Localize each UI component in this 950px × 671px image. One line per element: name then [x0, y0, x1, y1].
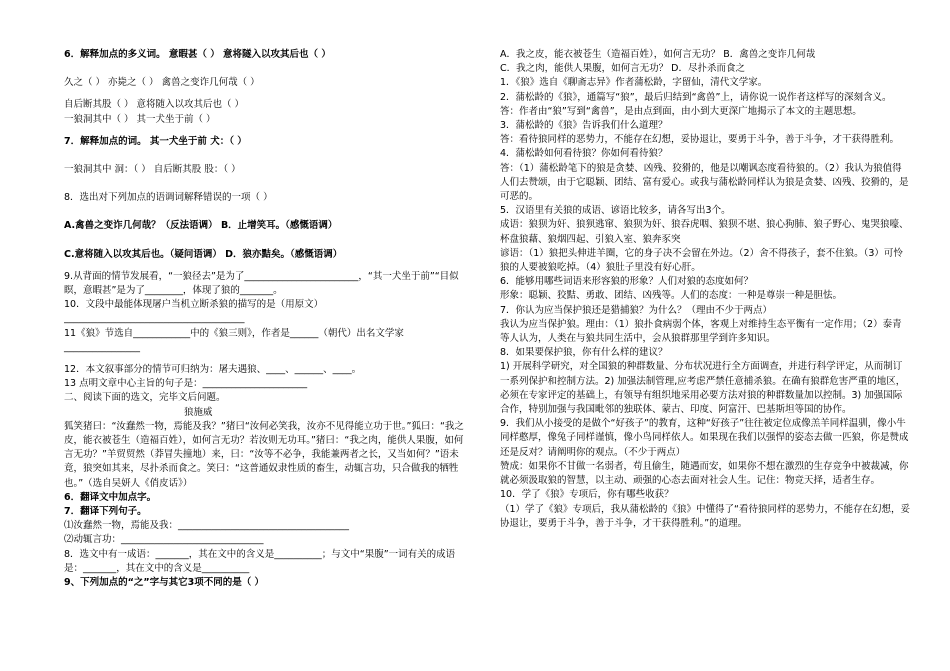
- q6-passage: 6．翻译文中加点字。: [64, 491, 157, 503]
- question-3: 3．蒲松龄的《狼》告诉我们什么道理？: [500, 120, 668, 132]
- answer-5-proverbs: 谚语：（1）狼把头伸进羊圈，它的身子决不会留在外边。（2）舍不得孩子，套不住狼。（3）可怜狼的人要被狼吃掉。（4）狼肚子里没有好心肝。: [500, 247, 903, 274]
- q7-line: 7．解释加点的词。 其一犬坐于前 犬：（ ）: [64, 135, 247, 147]
- question-8: 8．如果要保护狼，你有什么样的建议？: [500, 347, 668, 359]
- q7-passage-2: ⑵动辄言功：______________________________: [64, 534, 264, 546]
- answer-6: 形象：聪颖、狡黠、勇敢、团结、凶残等。人们的态度：一种是尊崇一种是胆怯。: [500, 290, 843, 302]
- q9-line: 9.从背面的情节发展看，“一狼径去”是为了________________________，“其一犬坐于前”“目似瞑，意暇甚”是为了________，体现了狼的_______。: [64, 270, 459, 297]
- q6-line: 6．解释加点的多义词。 意暇甚（ ） 意将隧入以攻其后也（ ）: [64, 49, 331, 60]
- q7-passage-1: ⑴汝蠢然一物，焉能及我：____________________________________: [64, 520, 350, 532]
- answer-8: 1) 开展科学研究，对全国狼的种群数量、分布状况进行全方面调查，并进行科学评定，从而制订一系列保护和控制方法。2) 加强法制管理,应考虑严禁任意捕杀狼。在确有狼群危害严重的地区，必须在专家评定的基础上，有领导有组织地采用必要方法对狼的种群数量加以控制。3) 加强国际合作，特别加强与我国毗邻的独联体、蒙古、印度、阿富汗、巴基斯坦等国的协作。: [500, 361, 906, 416]
- left-column: [64, 48, 468, 590]
- question-9: 9．我们从小接受的是做个“好孩子”的教育，这种“好孩子”往往被定位成像羔羊同样温驯，像小牛同样憨厚，像兔子同样谨慎，像小鸟同样依人。如果现在我们以强悍的姿态去做一匹狼，你是赞成还是反对？请阐明你的观点。（不少于两点）: [500, 418, 909, 458]
- answer-5-idioms: 成语：狼狈为奸、狼狈逃窜、狼狈为奸、狼吞虎咽、狼狈不堪、狼心狗肺、狼子野心、鬼哭狼嚎、杯盘狼藉、狼烟四起、引狼入室、狼奔豕突: [500, 219, 909, 245]
- options-ab: A．我之皮，能衣被苍生（造福百姓），如何言无功？ B．禽兽之变诈几何哉: [500, 49, 816, 60]
- answer-2: 答：作者由“狼”写到“禽兽”，是由点到面，由小到大更深广地揭示了本文的主题思想。: [500, 105, 862, 117]
- answer-3: 答：看待狼同样的恶势力，不能存在幻想，妥协退让，要勇于斗争，善于斗争，才干获得胜利。: [500, 134, 900, 146]
- right-column: [500, 48, 910, 531]
- q8-line: 8．选出对下列加点的语调词解释错误的一项（ ）: [64, 192, 273, 204]
- question-7: 7．你认为应当保护狼还是猎捕狼？为什么？（理由不少于两点）: [500, 304, 773, 316]
- section-2-heading: 二、阅读下面的选文，完毕文后问题。: [64, 392, 226, 404]
- q8-passage: 8．选文中有一成语：_______，其在文中的含义是__________；与文中“果腹”一词有关的成语是：_______，其在文中的含义是__________: [64, 548, 456, 574]
- q6-line-b: 久之（ ） 亦毙之（ ） 禽兽之变诈几何哉（ ）: [64, 77, 260, 89]
- question-10: 10．学了《狼》专项后，你有哪些收获？: [500, 489, 674, 501]
- q10-answer-line: ______________________________________: [64, 313, 245, 325]
- answer-9: 赞成：如果你不甘做一名弱者，苟且偷生，随遇而安，如果你不想在激烈的生存竞争中被裁减，你就必须汲取狼的智慧，以主动、顽强的心态去面对社会人生。记住：物竞天择，适者生存。: [500, 460, 909, 487]
- question-2: 2．蒲松龄的《狼》，通篇写“狼”，最后归结到“禽兽”上，请你说一说作者这样写的深刻含义。: [500, 91, 892, 103]
- q6-line-d: 一狼洞其中（ ） 其一犬坐于前（ ）: [64, 113, 216, 125]
- answer-1: 1．《狼》选自《聊斋志异》作者蒲松龄，字留仙，清代文学家。: [500, 77, 768, 89]
- q7-passage: 7．翻译下列句子。: [64, 506, 147, 518]
- question-4: 4．蒲松龄如何看待狼？你如何看待狼？: [500, 148, 668, 160]
- q8-option-ab: A.禽兽之变诈几何哉？（反法语调） B．止增笑耳。（感慨语调）: [64, 220, 338, 232]
- q6-line-c: 自后断其股（ ） 意将随入以攻其后也（ ）: [64, 99, 245, 111]
- q7-line-b: 一狼洞其中 洞：（ ） 自后断其股 股：（ ）: [64, 164, 241, 176]
- q9-passage: 9、下列加点的“之”字与其它3项不同的是（ ）: [64, 577, 265, 589]
- q8-option-cd: C.意将随入以攻其后也。（疑问语调） D．狼亦黠矣。（感慨语调）: [64, 248, 343, 260]
- question-5: 5．汉语里有关狼的成语、谚语比较多，请各写出3个。: [500, 205, 731, 217]
- answer-4: 答：（1）蒲松龄笔下的狼是贪婪、凶残、狡猾的，他是以嘲讽态度看待狼的。（2）我认为狼值得人们去赞颂，由于它聪颖、团结、富有爱心。或我与蒲松龄同样认为狼是贪婪、凶残、狡猾的，是可恶的。: [500, 162, 909, 203]
- answer-7: 我认为应当保护狼。理由：（1）狼扑食病弱个体，客观上对维持生态平衡有一定作用；（2）泰青等人认为，人类在与狼共同生活中，会从狼群那里学到许多知识。: [500, 318, 902, 345]
- passage-text: 狐笑猪曰：“汝蠢然一物，焉能及我？”猪曰“汝何必笑我，汝亦不见得能立功于世。”狐曰：“我之皮，能衣被苍生（造福百姓），如何言无功？若汝则无功耳。”猪曰：“我之肉，能供人果腹，如何言无功？”羊贸贸然（莽冒失撞地）来，曰：“汝等不必争，我能兼两者之长，又当如何？”语未竟，狼突如其来，尽扑杀而食之。笑曰：“这普通奴隶性质的畜生，动辄言功，只合做我的牺牲也。”（选自吴妍人《俏皮话》）: [64, 420, 464, 489]
- answer-10: （1）学了《狼》专项后，我从蒲松龄的《狼》中懂得了“看待狼同样的恶势力，不能存在幻想，妥协退让，要勇于斗争，善于斗争，才干获得胜利。”的道理。: [500, 503, 910, 529]
- q13-line: 13 点明文章中心主旨的句子是：______________________: [64, 378, 308, 390]
- passage-title: 狼施威: [184, 406, 213, 418]
- q12-line: 12．本文叙事部分的情节可归纳为：屠夫遇狼、____、______、____。: [64, 364, 362, 376]
- options-cd: C．我之肉，能供人果腹，如何言无功？ D．尽扑杀而食之: [500, 63, 745, 75]
- question-6: 6．能够用哪些词语来形容狼的形象？人们对狼的态度如何？: [500, 276, 754, 288]
- q10-line: 10．文段中最能体现屠户当机立断杀狼的描写的是（用原文）: [64, 299, 324, 311]
- q11-line: 11《狼》节选自____________中的《狼三则》，作者是______（朝代）出名文学家________________: [64, 327, 404, 353]
